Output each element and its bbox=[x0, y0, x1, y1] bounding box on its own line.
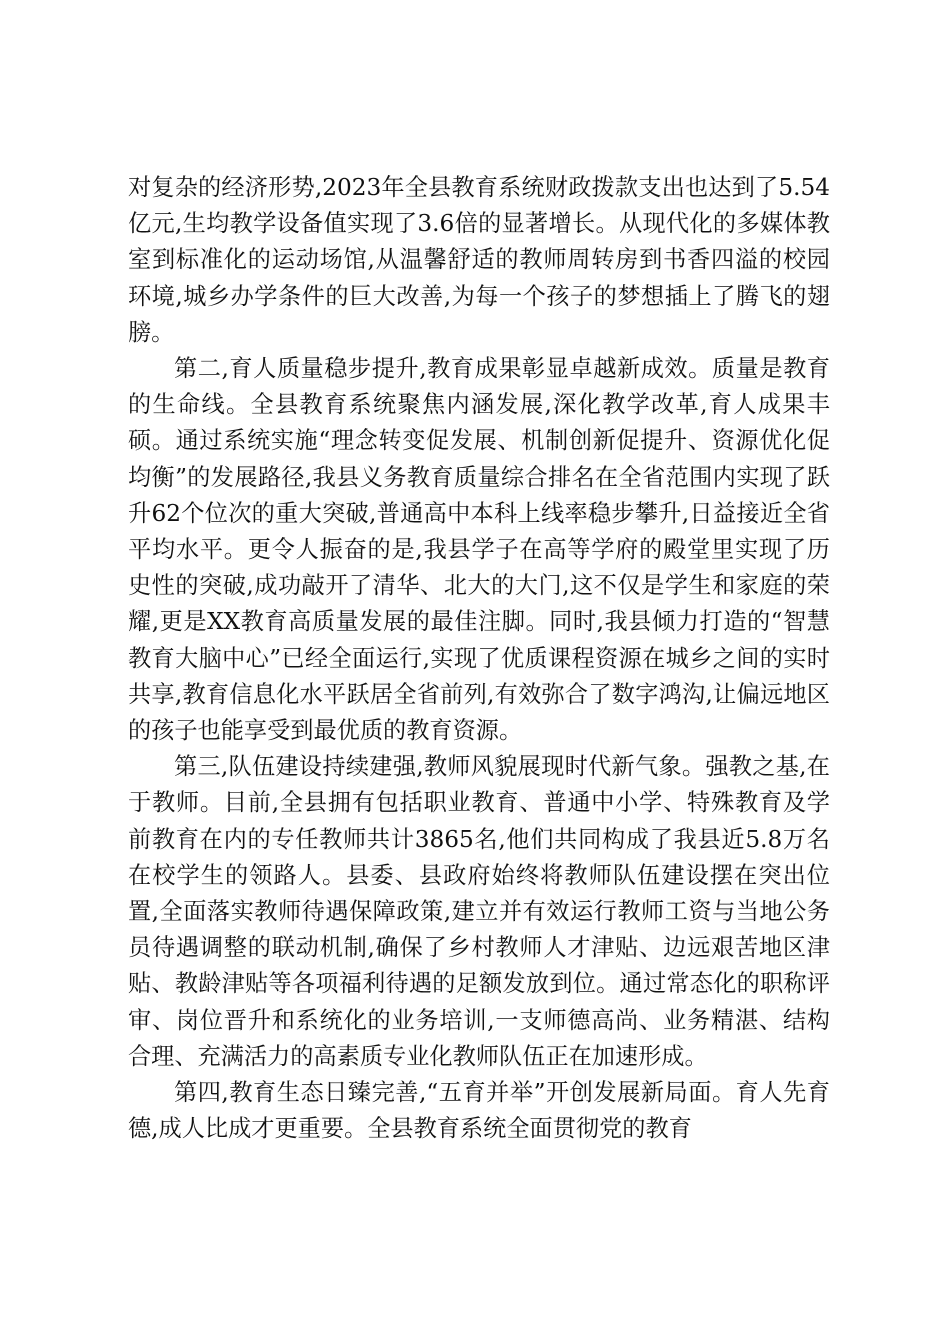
paragraph-education-ecology: 第四,教育生态日臻完善,“五育并举”开创发展新局面。育人先育德,成人比成才更重要。全县教育系统全面贯彻党的教育 bbox=[128, 1079, 830, 1143]
paragraph-teacher-team: 第三,队伍建设持续建强,教师风貌展现时代新气象。强教之基,在于教师。目前,全县拥有包括职业教育、普通中小学、特殊教育及学前教育在内的专任教师共计3865名,他们共同构成了我县近5.8万名在校学生的领路人。县委、县政府始终将教师队伍建设摆在突出位置,全面落实教师待遇保障政策,建立并有效运行教师工资与当地公务员待遇调整的联动机制,确保了乡村教师人才津贴、边远艰苦地区津贴、教龄津贴等各项福利待遇的足额发放到位。通过常态化的职称评审、岗位晋升和系统化的业务培训,一支师德高尚、业务精湛、结构合理、充满活力的高素质专业化教师队伍正在加速形成。 bbox=[128, 753, 830, 1070]
document-body bbox=[128, 170, 830, 1147]
paragraph-education-quality: 第二,育人质量稳步提升,教育成果彰显卓越新成效。质量是教育的生命线。全县教育系统聚焦内涵发展,深化教学改革,育人成果丰硕。通过系统实施“理念转变促发展、机制创新促提升、资源优化促均衡”的发展路径,我县义务教育质量综合排名在全省范围内实现了跃升62个位次的重大突破,普通高中本科上线率稳步攀升,日益接近全省平均水平。更令人振奋的是,我县学子在高等学府的殿堂里实现了历史性的突破,成功敲开了清华、北大的大门,这不仅是学生和家庭的荣耀,更是XX教育高质量发展的最佳注脚。同时,我县倾力打造的“智慧教育大脑中心”已经全面运行,实现了优质课程资源在城乡之间的实时共享,教育信息化水平跃居全省前列,有效弥合了数字鸿沟,让偏远地区的孩子也能享受到最优质的教育资源。 bbox=[128, 355, 830, 745]
paragraph-continuation: 对复杂的经济形势,2023年全县教育系统财政拨款支出也达到了5.54亿元,生均教学设备值实现了3.6倍的显著增长。从现代化的多媒体教室到标准化的运动场馆,从温馨舒适的教师周转房到书香四溢的校园环境,城乡办学条件的巨大改善,为每一个孩子的梦想插上了腾飞的翅膀。 bbox=[128, 174, 830, 346]
